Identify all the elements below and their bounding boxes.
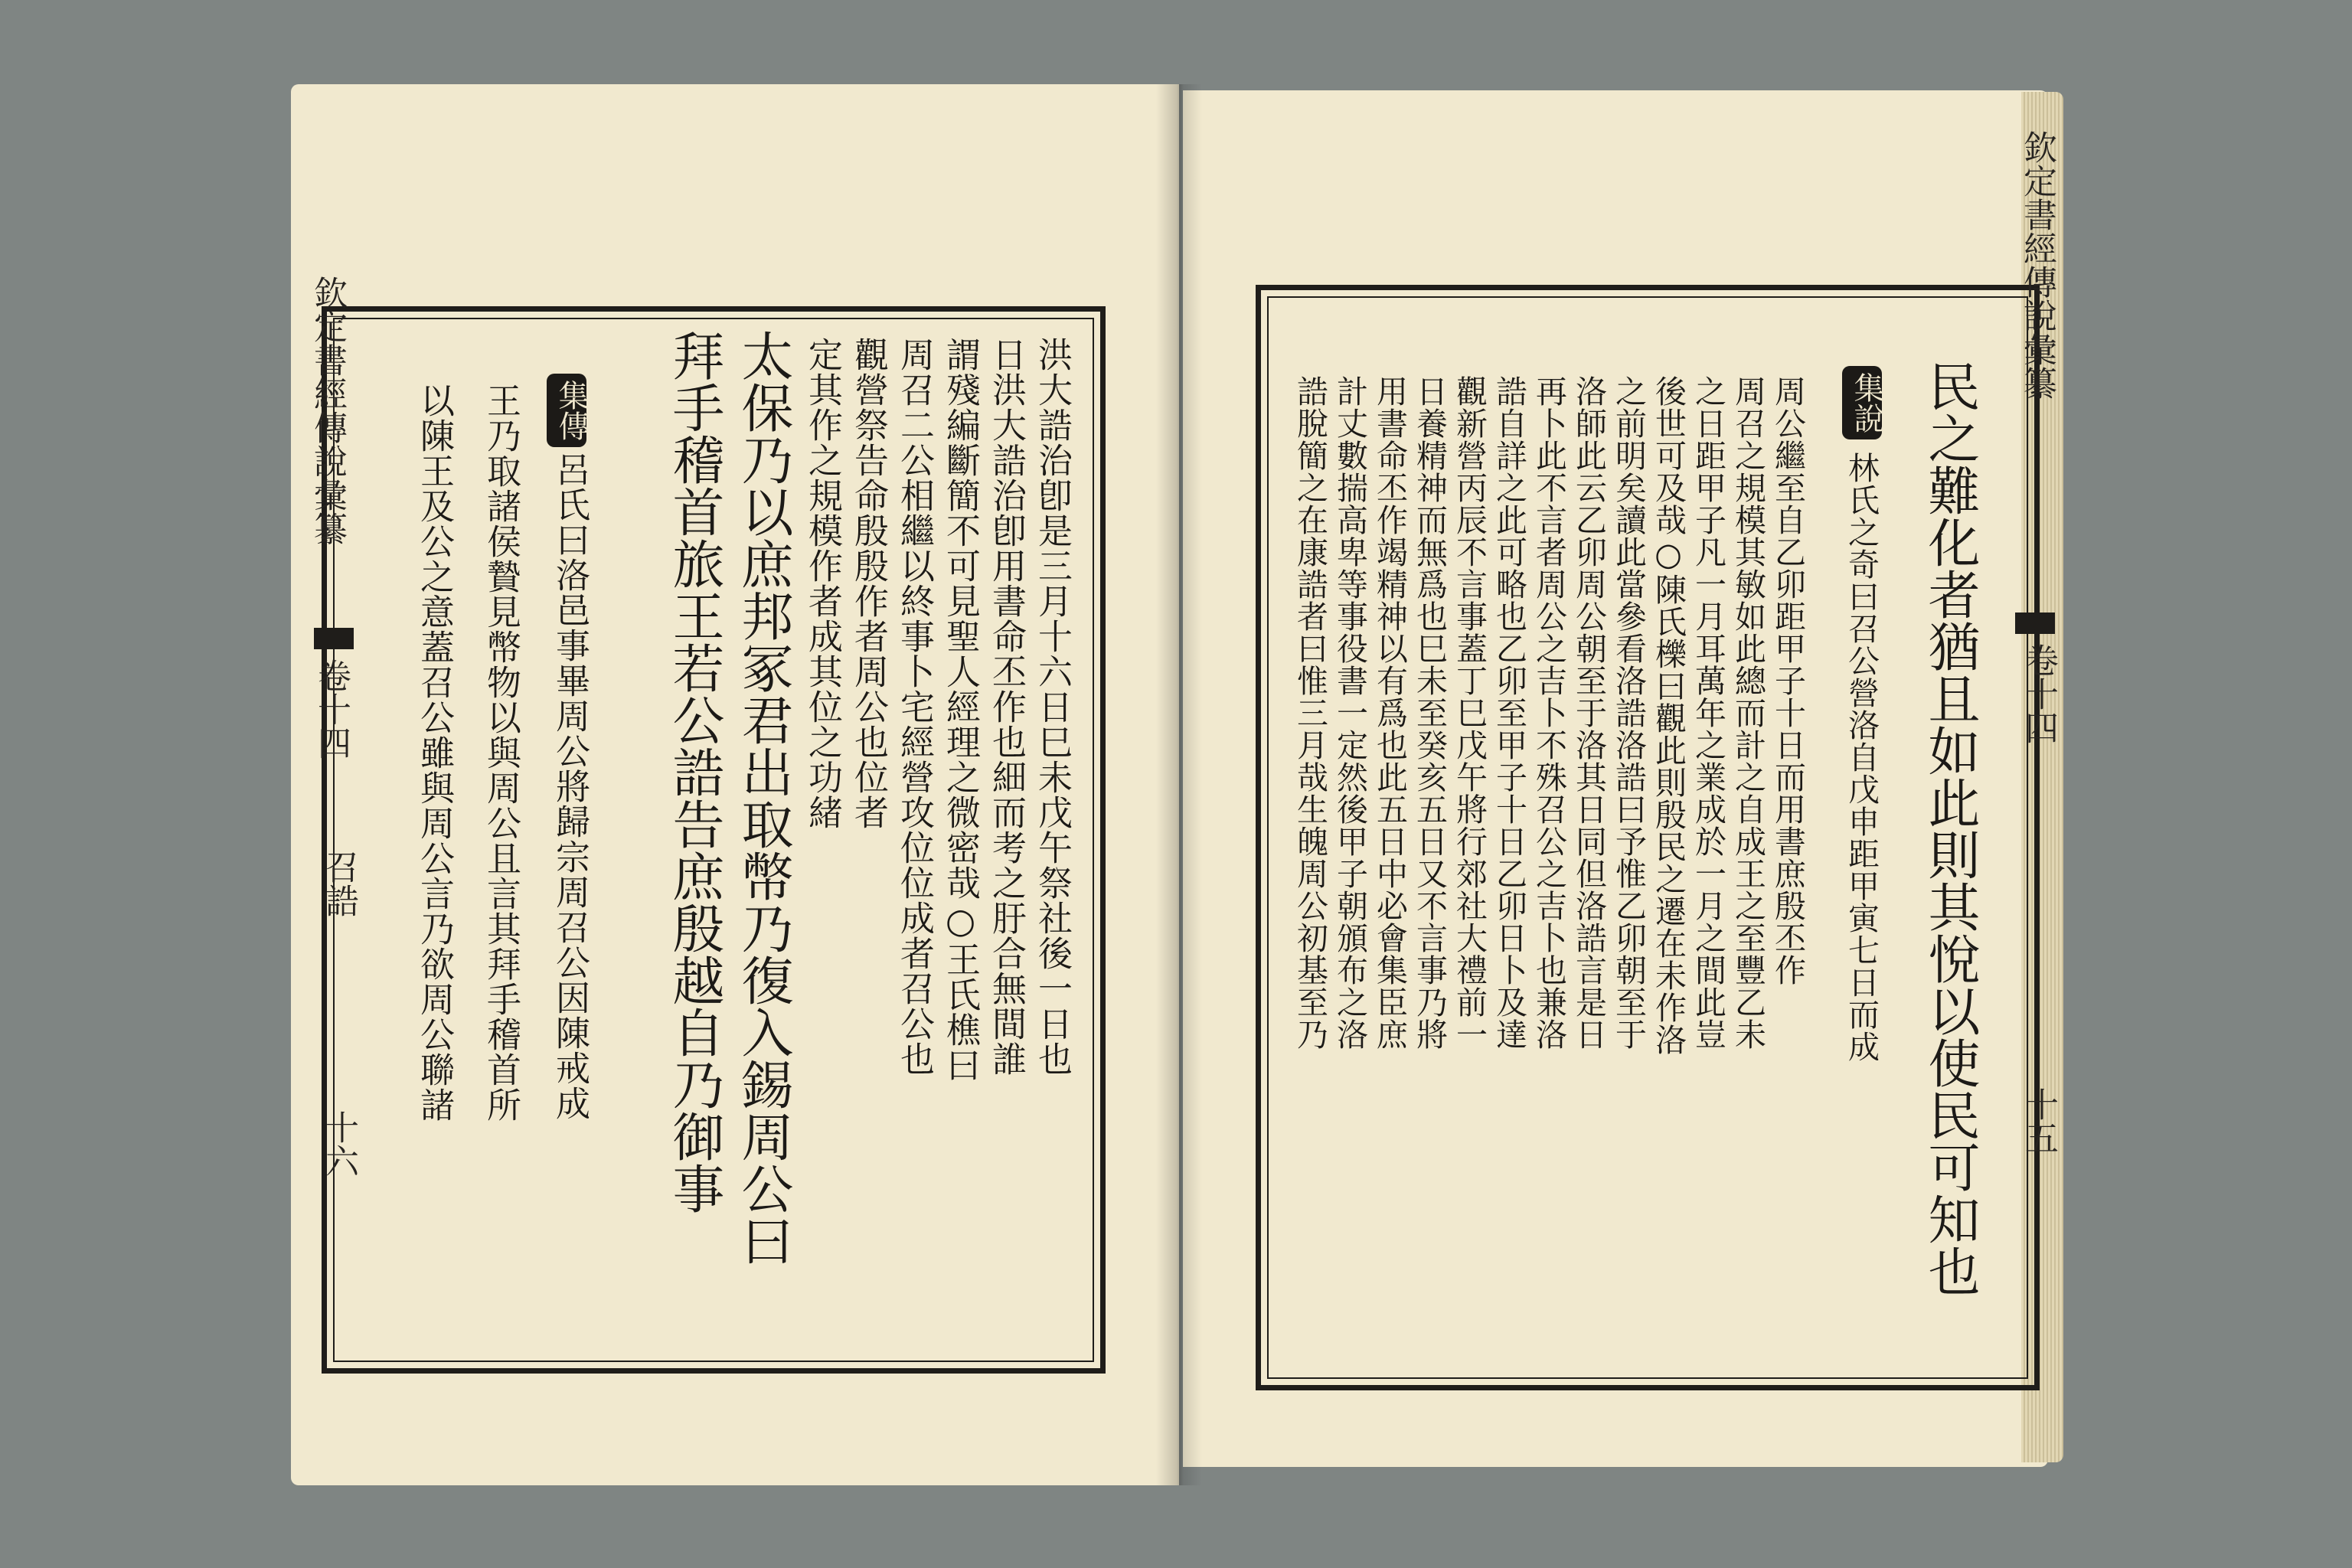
right-main-col-1: 民之難化者猶且如此則其悅以使民可知也 (1919, 360, 1980, 1297)
right-margin-title: 欽定書經傳說彙纂 (2017, 130, 2056, 400)
left-commentary-badge: 集傳 (547, 374, 586, 447)
left-margin-fishtail (314, 628, 354, 649)
left-col-3: 謂殘編斷簡不可見聖人經理之微密哉○王氏樵曰 (940, 337, 981, 1083)
left-col-9: 呂氏曰洛邑事畢周公將歸宗周召公因陳戒成 (550, 452, 590, 1121)
book-gutter (1156, 84, 1202, 1485)
left-margin-chapter: 召誥 (319, 850, 358, 917)
left-main-col-2: 拜手稽首旅王若公誥告庶殷越自乃御事 (664, 329, 724, 1214)
left-col-2: 日洪大誥治卽用書命丕作也細而考之䏏合無間誰 (986, 337, 1027, 1076)
right-col-6: 後世可及哉○陳氏櫟曰觀此則殷民之遷在未作洛 (1650, 375, 1687, 1056)
left-col-5: 觀營祭告命殷殷作者周公也位者 (848, 337, 889, 830)
right-margin-fishtail (2015, 612, 2055, 634)
left-col-4: 周召二公相繼以終事卜宅經營攻位位成者召公也 (894, 337, 935, 1076)
right-col-5: 之日距甲子凡一月耳萬年之業成於一月之間此豈 (1690, 375, 1726, 1050)
right-col-7: 之前明矣讀此當參看洛誥洛誥曰予惟乙卯朝至于 (1610, 375, 1647, 1050)
right-margin-folio: 十五 (2019, 1087, 2058, 1155)
left-col-10: 王乃取諸侯贄見幣物以與周公且言其拜手稽首所 (481, 383, 521, 1122)
right-col-10: 誥自詳之此可略也乙卯至甲子十日乙卯日卜及達 (1491, 375, 1527, 1050)
left-col-6: 定其作之規模作者成其位之功緒 (802, 337, 843, 830)
left-margin-volume: 卷十四 (312, 658, 351, 760)
right-col-9: 再卜此不言者周公之吉卜不殊召公之吉卜也兼洛 (1530, 375, 1567, 1050)
left-col-11: 以陳王及公之意蓋召公雖與周公言乃欲周公聯諸 (414, 383, 455, 1122)
right-col-8: 洛師此云乙卯周公朝至于洛其日同但洛誥言是日 (1570, 375, 1607, 1050)
right-commentary-badge: 集說 (1842, 366, 1882, 439)
left-margin-title: 欽定書經傳說彙纂 (308, 276, 347, 545)
right-margin-volume: 卷十四 (2019, 643, 2058, 744)
right-col-14: 計丈數揣高卑等事役書一定然後甲子朝頒布之洛 (1331, 375, 1368, 1050)
left-main-col-1: 太保乃以庶邦冢君出取幣乃復入錫周公曰 (733, 329, 793, 1266)
right-col-11: 觀新營丙辰不言事蓋丁巳戊午將行郊社大禮前一 (1451, 375, 1488, 1050)
left-col-1: 洪大誥治卽是三月十六日巳未戊午祭社後一日也 (1032, 337, 1073, 1076)
right-col-13: 用書命丕作竭精神以有爲也此五日中必會集臣庶 (1371, 375, 1408, 1050)
right-col-4: 周召之規模其敏如此總而計之自成王之至豐乙未 (1730, 375, 1766, 1050)
right-col-12: 日養精神而無爲也巳未至癸亥五日又不言事乃將 (1411, 375, 1448, 1050)
right-col-2: 林氏之奇曰召公營洛自戊申距甲寅七日而成 (1843, 452, 1880, 1063)
left-margin-folio: 十六 (319, 1110, 358, 1178)
right-col-15: 誥脫簡之在康誥者曰惟三月哉生魄周公初基至乃 (1292, 375, 1328, 1050)
right-col-3: 周公繼至自乙卯距甲子十日而用書庶殷丕作 (1769, 375, 1806, 986)
